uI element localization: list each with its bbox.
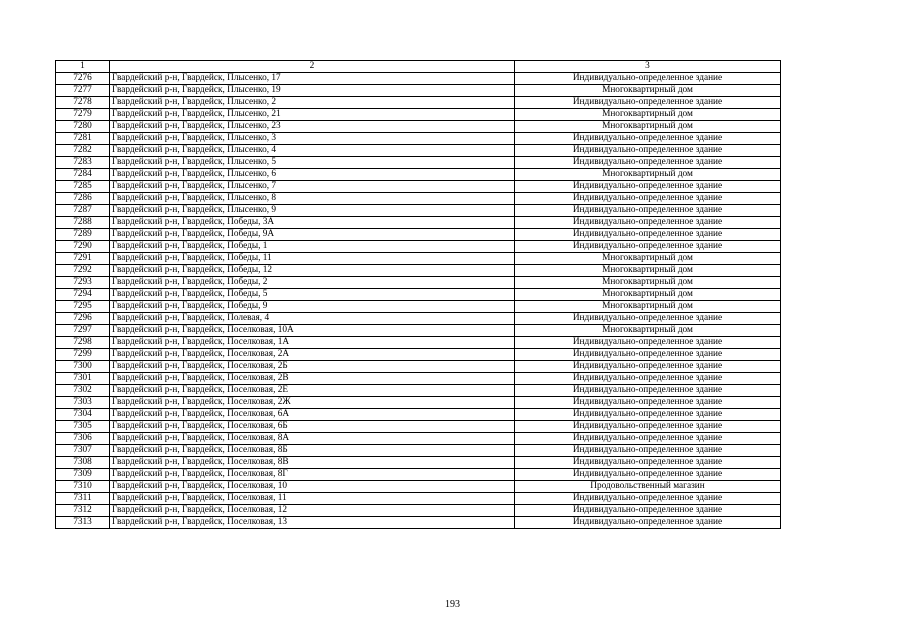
table-row <box>56 205 781 217</box>
table-row <box>56 433 781 445</box>
row-number-cell: 7299 <box>56 349 110 361</box>
table-row <box>56 325 781 337</box>
row-number-cell: 7303 <box>56 397 110 409</box>
address-cell: Гвардейский р-н, Гвардейск, Поселковая, 10 <box>110 481 515 493</box>
object-type-cell: Индивидуально-определенное здание <box>515 505 781 517</box>
table-row <box>56 469 781 481</box>
object-type-cell: Индивидуально-определенное здание <box>515 229 781 241</box>
row-number-cell: 7283 <box>56 157 110 169</box>
row-number-cell: 7291 <box>56 253 110 265</box>
row-number-cell: 7312 <box>56 505 110 517</box>
table-row <box>56 229 781 241</box>
table-row <box>56 145 781 157</box>
address-cell: Гвардейский р-н, Гвардейск, Поселковая, 8В <box>110 457 515 469</box>
address-cell: Гвардейский р-н, Гвардейск, Поселковая, 2Е <box>110 385 515 397</box>
row-number-cell: 7301 <box>56 373 110 385</box>
row-number-cell: 7309 <box>56 469 110 481</box>
row-number-cell: 7285 <box>56 181 110 193</box>
table-row <box>56 349 781 361</box>
table-row <box>56 241 781 253</box>
table-row <box>56 73 781 85</box>
address-cell: Гвардейский р-н, Гвардейск, Плысенко, 6 <box>110 169 515 181</box>
row-number-cell: 7279 <box>56 109 110 121</box>
table-row <box>56 301 781 313</box>
address-cell: Гвардейский р-н, Гвардейск, Поселковая, 10А <box>110 325 515 337</box>
object-type-cell: Индивидуально-определенное здание <box>515 73 781 85</box>
table-row <box>56 277 781 289</box>
address-cell: Гвардейский р-н, Гвардейск, Поселковая, 11 <box>110 493 515 505</box>
address-cell: Гвардейский р-н, Гвардейск, Победы, 12 <box>110 265 515 277</box>
object-type-cell: Индивидуально-определенное здание <box>515 97 781 109</box>
table-row <box>56 97 781 109</box>
address-cell: Гвардейский р-н, Гвардейск, Поселковая, 2А <box>110 349 515 361</box>
object-type-cell: Продовольственный магазин <box>515 481 781 493</box>
address-cell: Гвардейский р-н, Гвардейск, Поселковая, 2Б <box>110 361 515 373</box>
row-number-cell: 7311 <box>56 493 110 505</box>
object-type-cell: Многоквартирный дом <box>515 121 781 133</box>
object-type-cell: Индивидуально-определенное здание <box>515 361 781 373</box>
object-type-cell: Индивидуально-определенное здание <box>515 193 781 205</box>
object-type-cell: Индивидуально-определенное здание <box>515 205 781 217</box>
row-number-cell: 7305 <box>56 421 110 433</box>
row-number-cell: 7310 <box>56 481 110 493</box>
table-row <box>56 313 781 325</box>
row-number-cell: 7306 <box>56 433 110 445</box>
address-cell: Гвардейский р-н, Гвардейск, Поселковая, 6Б <box>110 421 515 433</box>
table-row <box>56 133 781 145</box>
object-type-cell: Индивидуально-определенное здание <box>515 421 781 433</box>
address-cell: Гвардейский р-н, Гвардейск, Победы, 1 <box>110 241 515 253</box>
row-number-cell: 7292 <box>56 265 110 277</box>
row-number-cell: 7286 <box>56 193 110 205</box>
object-type-cell: Индивидуально-определенное здание <box>515 337 781 349</box>
object-type-cell: Индивидуально-определенное здание <box>515 217 781 229</box>
row-number-cell: 7296 <box>56 313 110 325</box>
address-cell: Гвардейский р-н, Гвардейск, Победы, 11 <box>110 253 515 265</box>
object-type-cell: Индивидуально-определенное здание <box>515 313 781 325</box>
row-number-cell: 7282 <box>56 145 110 157</box>
table-row <box>56 421 781 433</box>
object-type-cell: Многоквартирный дом <box>515 301 781 313</box>
table-row <box>56 409 781 421</box>
address-cell: Гвардейский р-н, Гвардейск, Победы, 9 <box>110 301 515 313</box>
table-row <box>56 109 781 121</box>
address-cell: Гвардейский р-н, Гвардейск, Поселковая, 2В <box>110 373 515 385</box>
column-header-2: 2 <box>110 61 515 73</box>
row-number-cell: 7308 <box>56 457 110 469</box>
address-cell: Гвардейский р-н, Гвардейск, Плысенко, 3 <box>110 133 515 145</box>
row-number-cell: 7298 <box>56 337 110 349</box>
table-row <box>56 217 781 229</box>
row-number-cell: 7287 <box>56 205 110 217</box>
object-type-cell: Многоквартирный дом <box>515 109 781 121</box>
table-row <box>56 253 781 265</box>
address-cell: Гвардейский р-н, Гвардейск, Поселковая, 6А <box>110 409 515 421</box>
address-cell: Гвардейский р-н, Гвардейск, Поселковая, 2Ж <box>110 397 515 409</box>
table-row <box>56 517 781 529</box>
table-row <box>56 169 781 181</box>
row-number-cell: 7276 <box>56 73 110 85</box>
table-row <box>56 373 781 385</box>
address-cell: Гвардейский р-н, Гвардейск, Поселковая, 8А <box>110 433 515 445</box>
object-type-cell: Многоквартирный дом <box>515 325 781 337</box>
object-type-cell: Индивидуально-определенное здание <box>515 445 781 457</box>
address-cell: Гвардейский р-н, Гвардейск, Плысенко, 9 <box>110 205 515 217</box>
address-cell: Гвардейский р-н, Гвардейск, Плысенко, 4 <box>110 145 515 157</box>
object-type-cell: Многоквартирный дом <box>515 265 781 277</box>
row-number-cell: 7288 <box>56 217 110 229</box>
table-row <box>56 265 781 277</box>
object-type-cell: Индивидуально-определенное здание <box>515 133 781 145</box>
row-number-cell: 7277 <box>56 85 110 97</box>
object-type-cell: Многоквартирный дом <box>515 169 781 181</box>
address-cell: Гвардейский р-н, Гвардейск, Поселковая, 8Г <box>110 469 515 481</box>
address-cell: Гвардейский р-н, Гвардейск, Плысенко, 19 <box>110 85 515 97</box>
row-number-cell: 7304 <box>56 409 110 421</box>
object-type-cell: Индивидуально-определенное здание <box>515 181 781 193</box>
address-cell: Гвардейский р-н, Гвардейск, Плысенко, 7 <box>110 181 515 193</box>
object-type-cell: Индивидуально-определенное здание <box>515 469 781 481</box>
table-row <box>56 457 781 469</box>
table-row <box>56 193 781 205</box>
address-cell: Гвардейский р-н, Гвардейск, Победы, 5 <box>110 289 515 301</box>
row-number-cell: 7302 <box>56 385 110 397</box>
row-number-cell: 7294 <box>56 289 110 301</box>
row-number-cell: 7295 <box>56 301 110 313</box>
object-type-cell: Индивидуально-определенное здание <box>515 493 781 505</box>
object-type-cell: Индивидуально-определенное здание <box>515 145 781 157</box>
address-cell: Гвардейский р-н, Гвардейск, Победы, 2 <box>110 277 515 289</box>
table-row <box>56 121 781 133</box>
object-type-cell: Индивидуально-определенное здание <box>515 373 781 385</box>
row-number-cell: 7289 <box>56 229 110 241</box>
table-row <box>56 181 781 193</box>
row-number-cell: 7280 <box>56 121 110 133</box>
column-header-3: 3 <box>515 61 781 73</box>
object-type-cell: Индивидуально-определенное здание <box>515 409 781 421</box>
table-row <box>56 481 781 493</box>
row-number-cell: 7300 <box>56 361 110 373</box>
page-number: 193 <box>445 599 460 610</box>
address-cell: Гвардейский р-н, Гвардейск, Поселковая, 1А <box>110 337 515 349</box>
object-type-cell: Многоквартирный дом <box>515 253 781 265</box>
table-row <box>56 289 781 301</box>
table-header-row <box>56 61 781 73</box>
address-cell: Гвардейский р-н, Гвардейск, Плысенко, 23 <box>110 121 515 133</box>
address-cell: Гвардейский р-н, Гвардейск, Поселковая, 13 <box>110 517 515 529</box>
column-header-1: 1 <box>56 61 110 73</box>
row-number-cell: 7313 <box>56 517 110 529</box>
table-row <box>56 337 781 349</box>
table-row <box>56 85 781 97</box>
row-number-cell: 7278 <box>56 97 110 109</box>
address-cell: Гвардейский р-н, Гвардейск, Плысенко, 2 <box>110 97 515 109</box>
table-row <box>56 505 781 517</box>
object-type-cell: Индивидуально-определенное здание <box>515 433 781 445</box>
object-type-cell: Индивидуально-определенное здание <box>515 517 781 529</box>
row-number-cell: 7293 <box>56 277 110 289</box>
object-type-cell: Индивидуально-определенное здание <box>515 385 781 397</box>
address-cell: Гвардейский р-н, Гвардейск, Победы, 3А <box>110 217 515 229</box>
object-type-cell: Индивидуально-определенное здание <box>515 157 781 169</box>
row-number-cell: 7307 <box>56 445 110 457</box>
object-type-cell: Многоквартирный дом <box>515 289 781 301</box>
address-cell: Гвардейский р-н, Гвардейск, Плысенко, 17 <box>110 73 515 85</box>
row-number-cell: 7281 <box>56 133 110 145</box>
address-cell: Гвардейский р-н, Гвардейск, Плысенко, 21 <box>110 109 515 121</box>
address-cell: Гвардейский р-н, Гвардейск, Победы, 9А <box>110 229 515 241</box>
address-cell: Гвардейский р-н, Гвардейск, Плысенко, 5 <box>110 157 515 169</box>
table-row <box>56 493 781 505</box>
row-number-cell: 7290 <box>56 241 110 253</box>
address-cell: Гвардейский р-н, Гвардейск, Поселковая, 12 <box>110 505 515 517</box>
table-row <box>56 157 781 169</box>
registry-table-body <box>56 61 781 529</box>
object-type-cell: Индивидуально-определенное здание <box>515 397 781 409</box>
object-type-cell: Индивидуально-определенное здание <box>515 241 781 253</box>
row-number-cell: 7297 <box>56 325 110 337</box>
address-cell: Гвардейский р-н, Гвардейск, Полевая, 4 <box>110 313 515 325</box>
object-type-cell: Многоквартирный дом <box>515 277 781 289</box>
row-number-cell: 7284 <box>56 169 110 181</box>
address-cell: Гвардейский р-н, Гвардейск, Плысенко, 8 <box>110 193 515 205</box>
table-row <box>56 397 781 409</box>
object-type-cell: Индивидуально-определенное здание <box>515 349 781 361</box>
table-row <box>56 445 781 457</box>
table-row <box>56 385 781 397</box>
address-cell: Гвардейский р-н, Гвардейск, Поселковая, 8Б <box>110 445 515 457</box>
registry-table <box>55 60 781 529</box>
object-type-cell: Многоквартирный дом <box>515 85 781 97</box>
table-row <box>56 361 781 373</box>
object-type-cell: Индивидуально-определенное здание <box>515 457 781 469</box>
